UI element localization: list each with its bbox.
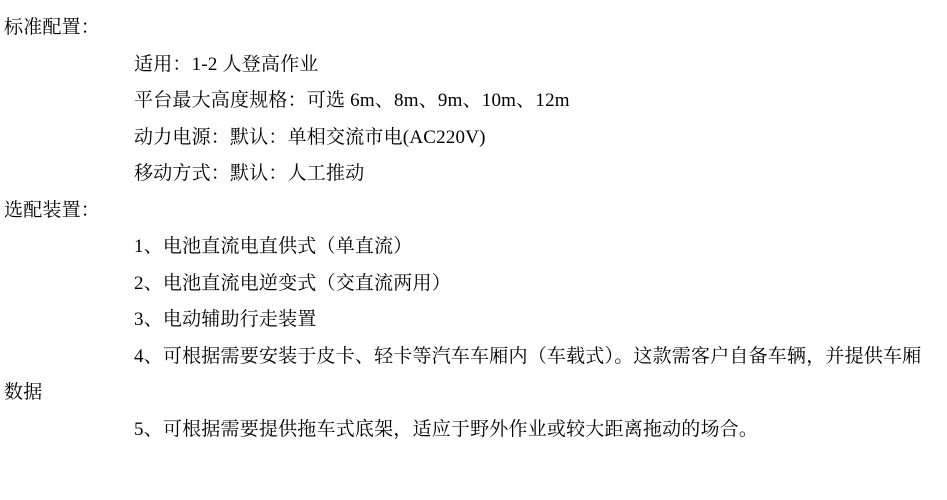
standard-config-item-3: 动力电源：默认：单相交流市电(AC220V) [134,126,486,148]
standard-config-item-2: 平台最大高度规格：可选 6m、8m、9m、10m、12m [134,90,570,111]
optional-device-item-5: 5、可根据需要提供拖车式底架，适应于野外作业或较大距离拖动的场合。 [134,418,759,440]
section-heading-standard-config: 标准配置： [4,17,101,38]
standard-config-item-1: 适用：1-2 人登高作业 [134,53,319,75]
optional-device-item-2: 2、电池直流电逆变式（交直流两用） [134,272,451,294]
optional-device-item-4: 4、可根据需要安装于皮卡、轻卡等汽车车厢内（车载式）。这款需客户自备车辆，并提供车厢数据 [4,345,922,403]
optional-device-item-3: 3、电动辅助行走装置 [134,309,317,330]
section-heading-optional-devices: 选配装置： [4,199,101,221]
standard-config-item-4: 移动方式：默认：人工推动 [134,163,365,184]
optional-device-item-1: 1、电池直流电直供式（单直流） [134,236,413,257]
